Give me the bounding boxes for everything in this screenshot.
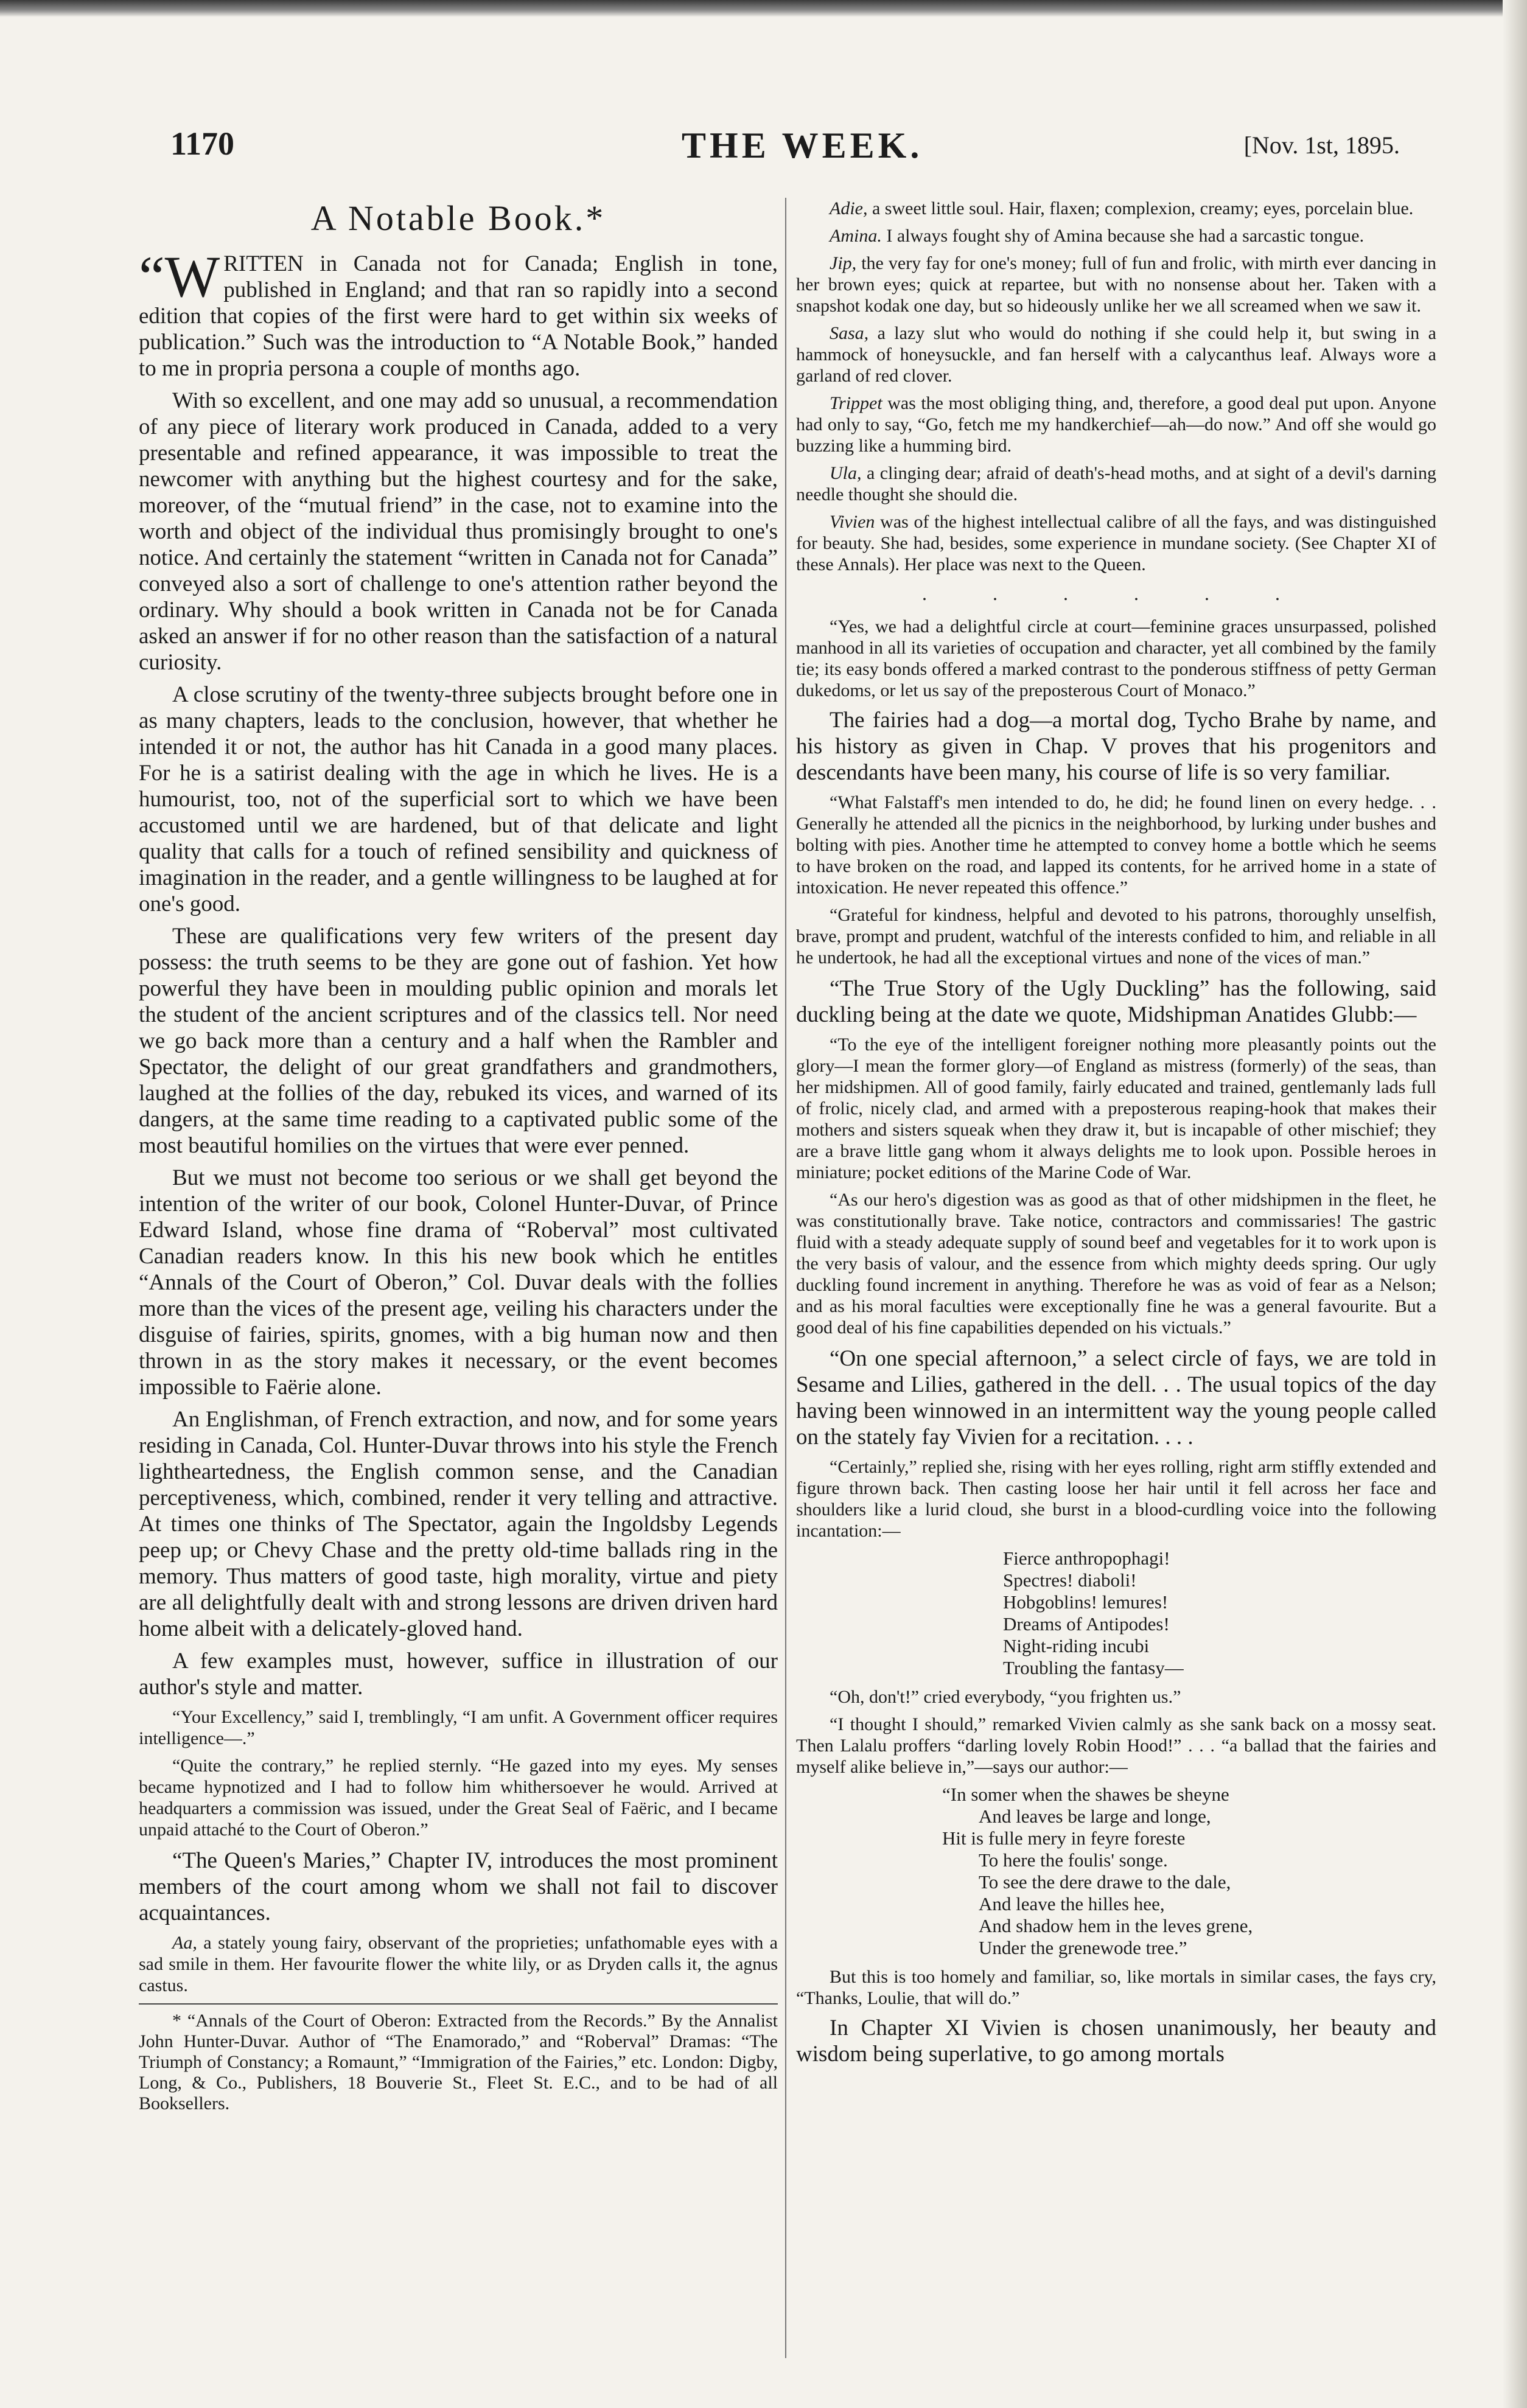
ellipsis-separator: . . . . . .: [922, 582, 1310, 604]
verse-line: Hit is fulle mery in feyre foreste: [942, 1827, 1186, 1849]
ballad-verse: [796, 1784, 1436, 1959]
fay-entry: [796, 323, 1436, 386]
fay-description: was of the highest intellectual calibre of all the fays, and was distinguished for beauty. She had, besides, some experience in mundane society. (See Chapter XI of these Annals). Her place was next to the Queen.: [796, 512, 1436, 574]
page-fold-shadow: [1503, 0, 1527, 2408]
paragraph: A close scrutiny of the twenty-three subjects brought before one in as many chapters, leads to the conclusion, however, that whether he intended it or not, the author has hit Canada in a good many places. For he is a satirist dealing with the age in which he lives. He is a humourist, too, not of the superficial sort to which we have been accustomed until we are hardened, but of that delicate and light quality that calls for a touch of refined sensibility and quickness of imagination in the reader, and a gentle willingness to be laughed at for one's good.: [139, 682, 778, 916]
fay-name: Trippet: [830, 393, 882, 413]
fay-description: a clinging dear; afraid of death's-head moths, and at sight of a devil's darning needle thought she should die.: [796, 463, 1436, 504]
verse-line: To see the dere drawe to the dale,: [979, 1871, 1231, 1893]
fay-entry: [796, 393, 1436, 456]
column-rule: [785, 198, 786, 2358]
fay-description: a lazy slut who would do nothing if she could help it, but swing in a hammock of honeysuckle, and fan herself with a calycanthus leaf. Always wore a garland of red clover.: [796, 323, 1436, 386]
block-quote: [796, 1686, 1436, 1778]
fay-entry: [796, 462, 1436, 505]
quote-line: “I thought I should,” remarked Vivien calmly as she sank back on a mossy seat. Then Lalalu proffers “darling lovely Robin Hood!” . . . “a ballad that the fairies and myself alike believe in,”—says our author:—: [796, 1714, 1436, 1777]
quote-line: “Quite the contrary,” he replied sternly. “He gazed into my eyes. My senses became hypnotized and I had to follow him whithersoever he would. Arrived at headquarters a commission was issued, under the Great Seal of Faëric, and I became unpaid attaché to the Court of Oberon.”: [139, 1756, 778, 1840]
verse-line: “In somer when the shawes be sheyne: [942, 1784, 1229, 1805]
right-column: [796, 198, 1436, 2073]
fay-name: Adie,: [830, 198, 868, 218]
paragraph: But we must not become too serious or we shall get beyond the intention of the writer of our book, Colonel Hunter-Duvar, of Prince Edward Island, whose fine drama of “Roberval” most cultivated Canadian readers know. In this his new book which he entitles “Annals of the Court of Oberon,” Col. Duvar deals with the follies more than the vices of the present age, veiling his characters under the disguise of fairies, spirits, gnomes, with a big human now and then thrown in as the story makes it necessary, or the event becomes impossible to Faërie alone.: [139, 1165, 778, 1400]
fay-name: Amina.: [830, 226, 882, 246]
paragraph: With so excellent, and one may add so unusual, a recommendation of any piece of literary work produced in Canada, added to a very presentable and refined appearance, it was impossible to treat the newcomer with anything but the highest courtesy and for the sake, moreover, of the “mutual friend” in the case, not to examine into the worth and object of the individual thus promisingly brought to one's notice. And certainly the statement “written in Canada not for Canada” conveyed also a sort of challenge to one's attention rather beyond the ordinary. Why should a book written in Canada not be for Canada asked an answer if for no other reason than the satisfaction of a natural curiosity.: [139, 388, 778, 675]
fay-description: a sweet little soul. Hair, flaxen; complexion, creamy; eyes, porcelain blue.: [867, 198, 1414, 218]
verse-line: Spectres! diaboli!: [1003, 1569, 1137, 1591]
paragraph: “On one special afternoon,” a select circle of fays, we are told in Sesame and Lilies, gathered in the dell. . . The usual topics of the day having been winnowed in an intermittent way the young people called on the stately fay Vivien for a recitation. . . .: [796, 1346, 1436, 1450]
fay-name: Ula,: [830, 463, 862, 483]
verse-line: Fierce anthropophagi!: [1003, 1548, 1170, 1569]
paragraph: An Englishman, of French extraction, and now, and for some years residing in Canada, Col. Hunter-Duvar throws into his style the French lightheartedness, the English common sense, and the Canadian perceptiveness, which, combined, render it very telling and attractive. At times one thinks of The Spectator, again the Ingoldsby Legends peep up; or Chevy Chase and the pretty old-time ballads ring in the memory. Thus matters of good taste, high morality, virtue and piety are all delightfully dealt with and strong lessons are driven driven hard home albeit with a delicately-gloved hand.: [139, 1407, 778, 1641]
block-quote: But this is too homely and familiar, so, like mortals in similar cases, the fays cry, “Thanks, Loulie, that will do.”: [796, 1967, 1436, 2008]
fay-name: Sasa,: [830, 323, 869, 343]
block-quote: [139, 1706, 778, 1840]
issue-date: [Nov. 1st, 1895.: [1243, 131, 1400, 159]
fay-name: Vivien: [830, 512, 875, 532]
page-number: 1170: [170, 125, 235, 162]
verse-line: Troubling the fantasy—: [1003, 1657, 1184, 1678]
verse-line: And leaves be large and longe,: [979, 1806, 1211, 1827]
block-quote: “Yes, we had a delightful circle at court—feminine graces unsurpassed, polished manhood in all its varieties of occupation and character, yet all combined by the family tie; its easy bonds offered a marked contrast to the ponderous stiffness of petty German dukedoms, or let us say of the preposterous Court of Monaco.”: [796, 616, 1436, 700]
left-column: [139, 198, 778, 2120]
footnote-text: * “Annals of the Court of Oberon: Extracted from the Records.” By the Annalist John Hunter-Duvar. Author of “The Enamorado,” and “Roberval” Dramas: “The Triumph of Constancy; a Romaunt,” “Immigration of the Fairies,” etc. London: Digby, Long, & Co., Publishers, 18 Bouverie St., Fleet St. E.C., and to be had of all Booksellers.: [139, 2011, 778, 2113]
footnote: [139, 2003, 778, 2114]
paragraph: “The Queen's Maries,” Chapter IV, introduces the most prominent members of the court among whom we shall not fail to discover acquaintances.: [139, 1848, 778, 1925]
fay-entry: [796, 253, 1436, 316]
fay-entry: [796, 198, 1436, 219]
verse-line: And leave the hilles hee,: [979, 1893, 1165, 1914]
verse-line: To here the foulis' songe.: [979, 1849, 1168, 1871]
block-quote: [796, 792, 1436, 968]
fay-description: the very fay for one's money; full of fun and frolic, with mirth ever dancing in her brown eyes; quick at repartee, but with no nonsense about her. Taken with a snapshot kodak one day, but so hideously unlike her we all screamed when we saw it.: [796, 253, 1436, 316]
page-header: [170, 125, 1400, 173]
paragraph: In Chapter XI Vivien is chosen unanimously, her beauty and wisdom being superlative, to go among mortals: [796, 2015, 1436, 2067]
quote-line: “What Falstaff's men intended to do, he did; he found linen on every hedge. . . Generally he attended all the picnics in the neighborhood, by lurking under bushes and bolting with pies. Another time he attempted to convey home a bottle which he seems to have broken on the road, and lapped its contents, for he arrived home in a state of intoxication. He never repeated this offence.”: [796, 792, 1436, 898]
paragraph: The fairies had a dog—a mortal dog, Tycho Brahe by name, and his history as given in Chap. V proves that his progenitors and descendants have been many, his course of life is so very familiar.: [796, 708, 1436, 785]
quote-line: “Oh, don't!” cried everybody, “you frighten us.”: [830, 1687, 1181, 1707]
verse-line: Under the grenewode tree.”: [979, 1937, 1187, 1958]
fay-description: a stately young fairy, observant of the proprieties; unfathomable eyes with a sad smile in them. Her favourite flower the white lily, or as Dryden calls it, the agnus castus.: [139, 1933, 778, 1995]
paragraph: These are qualifications very few writers of the present day possess: the truth seems to be they are gone out of fashion. Yet how powerful they have been in moulding public opinion and morals let the student of the ancient scriptures and of the classics tell. Nor need we go back more than a century and a half when the Rambler and Spectator, the delight of our great grandfathers and grandmothers, laughed at the follies of the day, rebuked its vices, and warned of its dangers, at the same time reading to a captivated public some of the most beautiful homilies on the virtues that were ever penned.: [139, 924, 778, 1158]
paragraph: A few examples must, however, suffice in illustration of our author's style and matter.: [139, 1649, 778, 1700]
scan-edge: [0, 0, 1527, 17]
fay-name: Aa,: [172, 1933, 197, 1953]
fay-entry: [796, 225, 1436, 246]
incantation-verse: [796, 1548, 1436, 1679]
quote-line: “As our hero's digestion was as good as that of other midshipmen in the fleet, he was constitutionally brave. Take notice, contractors and commissaries! The gastric fluid with a steady adequate supply of sound beef and vegetables for it to work upon is the very basis of valour, and the essence from which mighty deeds spring. Our ugly duckling found increment in anything. Therefore he was as void of fear as a Nelson; and as his moral faculties were exceptionally fine he was a general favourite. But a good deal of his fine capabilities depended on his victuals.”: [796, 1190, 1436, 1338]
quote-line: “To the eye of the intelligent foreigner nothing more pleasantly points out the glory—I mean the former glory—of England as mistress (formerly) of the seas, than her midshipmen. All of good family, fairly educated and trained, gentlemanly lads full of frolic, nicely clad, and armed with a preposterous reaping-hook that makes their mothers and sisters squeak when they draw it, but is incapable of other mischief; they are a brave little gang whom it always delights me to look upon. Possible heroes in miniature; pocket editions of the Marine Code of War.: [796, 1035, 1436, 1182]
fay-description: was the most obliging thing, and, therefore, a good deal put upon. Anyone had only to say, “Go, fetch me my handkerchief—ah—do now.” And off she would go buzzing like a humming bird.: [796, 393, 1436, 456]
article-title: A Notable Book.*: [310, 198, 606, 238]
quote-line: “Your Excellency,” said I, tremblingly, “I am unfit. A Government officer requires intelligence—.”: [139, 1707, 778, 1748]
verse-line: Dreams of Antipodes!: [1003, 1613, 1170, 1635]
verse-line: Night-riding incubi: [1003, 1635, 1150, 1656]
masthead: THE WEEK.: [682, 125, 923, 166]
fay-description: I always fought shy of Amina because she had a sarcastic tongue.: [881, 226, 1365, 246]
verse-line: And shadow hem in the leves grene,: [979, 1915, 1253, 1936]
block-quote: [796, 1034, 1436, 1338]
fay-list: [796, 198, 1436, 575]
block-quote: “Certainly,” replied she, rising with her eyes rolling, right arm stiffly extended and figure thrown back. Then casting loose her hair until it fell across her face and shoulders like a lurid cloud, she burst in a blood-curdling voice into the following incantation:—: [796, 1457, 1436, 1541]
paragraph: “The True Story of the Ugly Duckling” has the following, said duckling being at the date we quote, Midshipman Anatides Glubb:—: [796, 976, 1436, 1027]
paragraph: “WRITTEN in Canada not for Canada; English in tone, published in England; and that ran so rapidly into a second edition that copies of the first were hard to get within six weeks of publication.” Such was the introduction to “A Notable Book,” handed to me in propria persona a couple of months ago.: [139, 244, 778, 381]
fay-entry: [139, 1932, 778, 1996]
quote-line: “Grateful for kindness, helpful and devoted to his patrons, thoroughly unselfish, brave, prompt and prudent, watchful of the interests confided to him, and reliable in all he undertook, he had all the exceptional virtues and none of the vices of man.”: [796, 905, 1436, 968]
fay-entry: [796, 511, 1436, 575]
fay-name: Jip,: [830, 253, 857, 273]
verse-line: Hobgoblins! lemures!: [1003, 1591, 1169, 1613]
